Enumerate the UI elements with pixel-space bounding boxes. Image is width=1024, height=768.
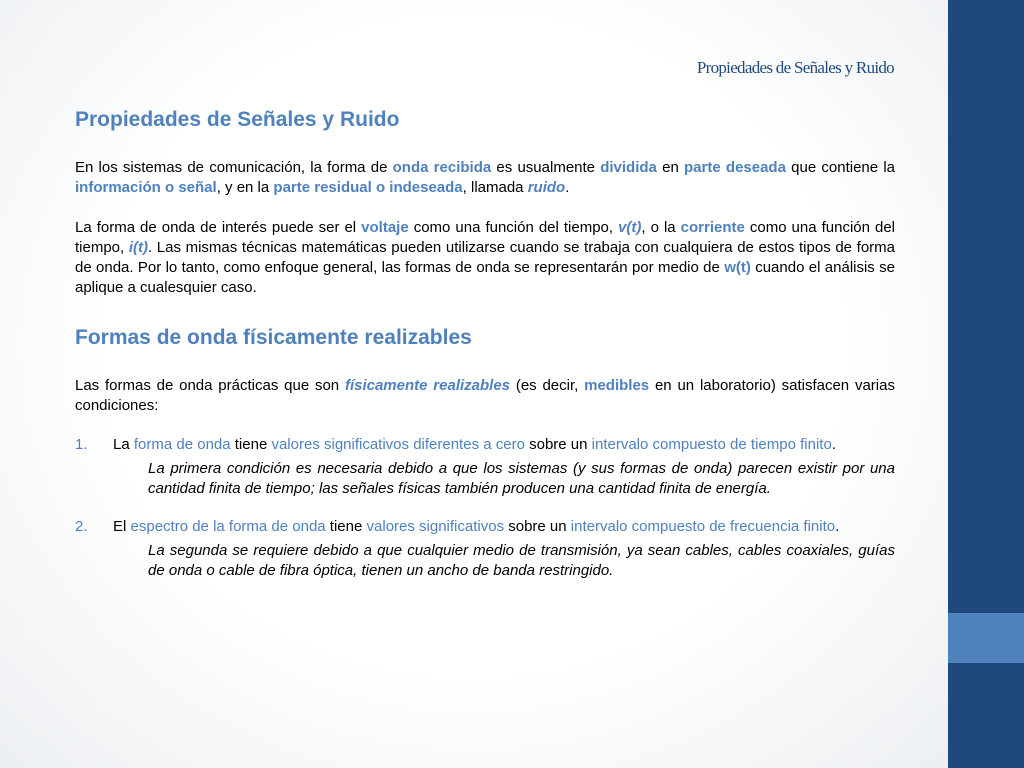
text: en <box>656 159 685 176</box>
list-number: 1. <box>75 436 88 453</box>
highlight: w(t) <box>724 259 751 276</box>
text: que contiene la <box>785 159 895 176</box>
highlight: voltaje <box>361 219 409 236</box>
highlight: parte residual o indeseada <box>273 179 463 196</box>
highlight: onda recibida <box>392 159 492 176</box>
highlight-italic: v(t) <box>618 219 642 236</box>
list-number: 2. <box>75 518 88 535</box>
highlight: forma de onda <box>133 436 231 453</box>
paragraph-intro <box>75 158 895 198</box>
text: Las formas de onda prácticas que son <box>75 377 345 394</box>
highlight: medibles <box>584 377 650 394</box>
highlight: parte deseada <box>684 159 786 176</box>
text: . <box>835 518 840 535</box>
text: es usualmente <box>491 159 601 176</box>
text: tiene <box>230 436 272 453</box>
text: como una función del tiempo, <box>75 219 895 256</box>
right-bar-accent <box>948 613 1024 663</box>
text: , y en la <box>216 179 274 196</box>
text: El <box>113 518 131 535</box>
paragraph-conditions <box>75 376 895 416</box>
text: . Las mismas técnicas matemáticas pueden utilizarse cuando se trabaja con cualquiera de estos tipos de forma de onda. Por lo tanto, como enfoque general, las formas de onda se representarán por medio de <box>75 239 895 276</box>
text: . <box>565 179 570 196</box>
text: La <box>113 436 134 453</box>
list-item-note: La segunda se requiere debido a que cualquier medio de transmisión, ya sean cables, cables coaxiales, guías de onda o cable de fibra óptica, tienen un ancho de banda restringido. <box>148 542 895 579</box>
slide-content <box>75 106 895 581</box>
highlight: dividida <box>600 159 657 176</box>
highlight-italic: i(t) <box>128 239 148 256</box>
text: (es decir, <box>510 377 585 394</box>
list-item-text <box>113 435 895 455</box>
highlight: información o señal <box>75 179 217 196</box>
list-item <box>75 435 895 499</box>
paragraph-waveform <box>75 218 895 298</box>
right-decorative-bar <box>948 0 1024 768</box>
text: . <box>831 436 836 453</box>
highlight: valores significativos diferentes a cero <box>271 436 525 453</box>
text: sobre un <box>504 518 571 535</box>
text: La forma de onda de interés puede ser el <box>75 219 362 236</box>
text: en un laboratorio) satisfacen varias condiciones: <box>75 377 895 414</box>
highlight: intervalo compuesto de frecuencia finito <box>570 518 836 535</box>
slide-header-title: Propiedades de Señales y Ruido <box>696 58 894 77</box>
highlight-italic: ruido <box>527 179 566 196</box>
highlight-italic: físicamente realizables <box>344 377 511 394</box>
text: tiene <box>325 518 367 535</box>
section-heading: Propiedades de Señales y Ruido <box>75 108 400 131</box>
highlight: corriente <box>680 219 745 236</box>
list-item-text <box>113 517 895 537</box>
highlight: intervalo compuesto de tiempo finito <box>591 436 832 453</box>
text: cuando el análisis se aplique a cualesquier caso. <box>75 259 895 296</box>
text: , llamada <box>462 179 528 196</box>
text: sobre un <box>524 436 592 453</box>
list-item-note: La primera condición es necesaria debido a que los sistemas (y sus formas de onda) parecen existir por una cantidad finita de tiempo; las señales físicas también producen una cantidad finita de energía. <box>148 460 895 497</box>
text: En los sistemas de comunicación, la forma de <box>75 159 393 176</box>
highlight: valores significativos <box>366 518 505 535</box>
section-heading: Formas de onda físicamente realizables <box>75 326 472 349</box>
text: , o la <box>641 219 681 236</box>
highlight: espectro de la forma de onda <box>130 518 326 535</box>
list-item <box>75 517 895 581</box>
conditions-list <box>75 435 895 581</box>
text: como una función del tiempo, <box>408 219 619 236</box>
